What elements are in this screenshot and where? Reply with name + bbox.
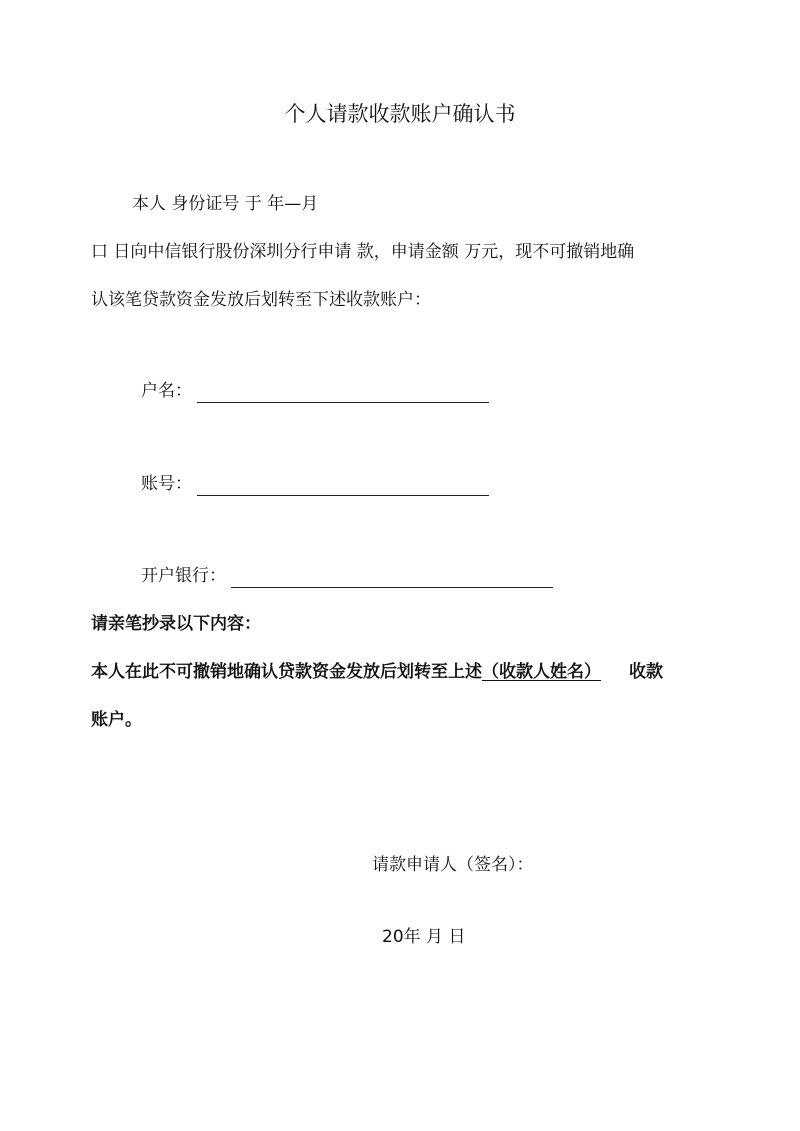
statement-line-2: 账户。 xyxy=(91,710,142,730)
account-name-label: 户名： xyxy=(141,381,192,401)
paragraph-line-1: 本人 身份证号 于 年—月 xyxy=(132,194,319,214)
copy-instruction: 请亲笔抄录以下内容： xyxy=(91,614,261,634)
document-title: 个人请款收款账户确认书 xyxy=(284,102,516,126)
account-name-blank[interactable] xyxy=(197,382,489,403)
account-name-field xyxy=(141,379,489,403)
bank-blank[interactable] xyxy=(231,567,553,588)
statement-line-1 xyxy=(91,660,663,684)
account-number-label: 账号： xyxy=(141,474,192,494)
applicant-signature-label: 请款申请人（签名）： xyxy=(372,855,534,875)
account-number-field xyxy=(141,472,489,496)
paragraph-line-3: 认该笔贷款资金发放后划转至下述收款账户： xyxy=(91,290,431,310)
statement-prefix: 本人在此不可撤销地确认贷款资金发放后划转至上述 xyxy=(91,662,482,682)
statement-payee-placeholder: （收款人姓名） xyxy=(482,662,601,682)
statement-suffix: 收款 xyxy=(629,662,663,682)
account-number-blank[interactable] xyxy=(197,475,489,496)
bank-field xyxy=(141,564,553,588)
date-label: 20年 月 日 xyxy=(382,927,466,947)
bank-label: 开户银行： xyxy=(141,566,226,586)
paragraph-line-2: 口 日向中信银行股份深圳分行申请 款，申请金额 万元，现不可撤销地确 xyxy=(91,242,635,262)
